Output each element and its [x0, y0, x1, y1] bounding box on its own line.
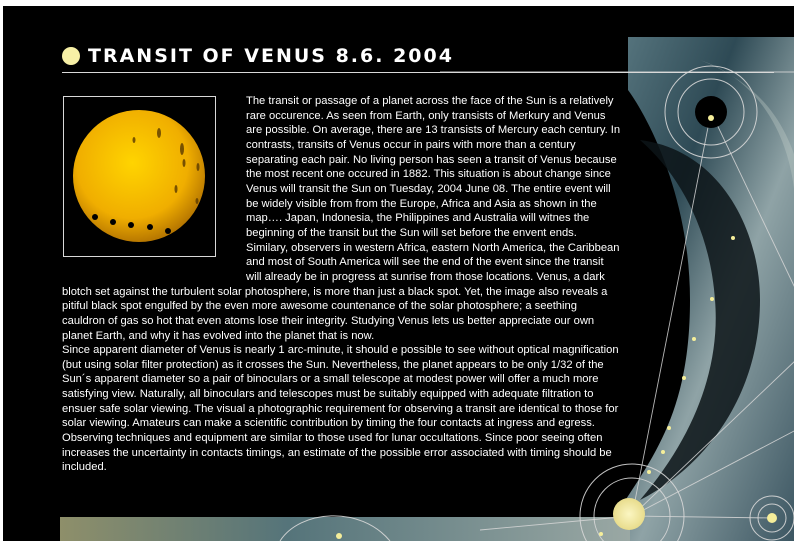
window-frame-right	[794, 0, 800, 541]
title-bullet-icon	[62, 47, 80, 65]
bottom-strip-texture	[60, 517, 630, 541]
article-paragraph: The transit or passage of a planet across the face of the Sun is a relatively rare occurence. As seen from Earth, only transists of Merkury and Venus are possible. On average, there are 13 transists of Mercury each century. In contrasts, transits of Venus occur in pairs with more than a century separating each pair. No living person has seen a transit of Venus because the most recent one occured in 1882. This situation is about change since Venus will transit the Sun on Tuesday, 2004 June 08. The entire event will be widely visible from from the Europe, Africa and Asia as shown in the map…. Japan, Indonesia, the Philippines and Australia will witnes the beginning of the transit but the Sun will set before the envent ends. Similary, observers in western Africa, eastern North America, the Caribbean and most of South America will see the end of the event since the transit will already be in progress at sunrise from those locations. Venus, a dark blotch set against the turbulent solar photosphere, is more than just a black spot. Yet, the image also reveals a pitiful black spot engulfed by the even more awesome countenance of the solar photosphere; a seething cauldron of gas so hot that even atoms lose their integrity. Studying Venus lets us better appreciate our own planet Earth, and why it has evolved into the planet that is now.	[62, 95, 621, 342]
title-divider	[62, 72, 774, 73]
article-body	[62, 94, 622, 475]
page-title: TRANSIT OF VENUS 8.6. 2004	[88, 45, 454, 67]
article-paragraph: Since apparent diameter of Venus is nearly 1 arc-minute, it should e possible to see without optical magnification (but using solar filter protection) as it crosses the Sun. Nevertheless, the planet appears to be only 1/32 of the Sun´s apparent diameter so a pair of binoculars or a small telescope at modest power will offer a much more satisfying view. Naturally, all binoculars and telescopes must be suitably equipped with adequate filtration to ensuer safe solar viewing. The visual a photographic requirement for observing a transit are identical to those for solar viewing. Amateurs can make a scientific contribution by timing the four contacts at ingress and egress. Observing techniques and equipment are similar to those used for lunar occultations. Since poor seeing often increases the uncertainty in contacts timings, an estimate of the possible error associated with timing should be included.	[62, 344, 619, 474]
